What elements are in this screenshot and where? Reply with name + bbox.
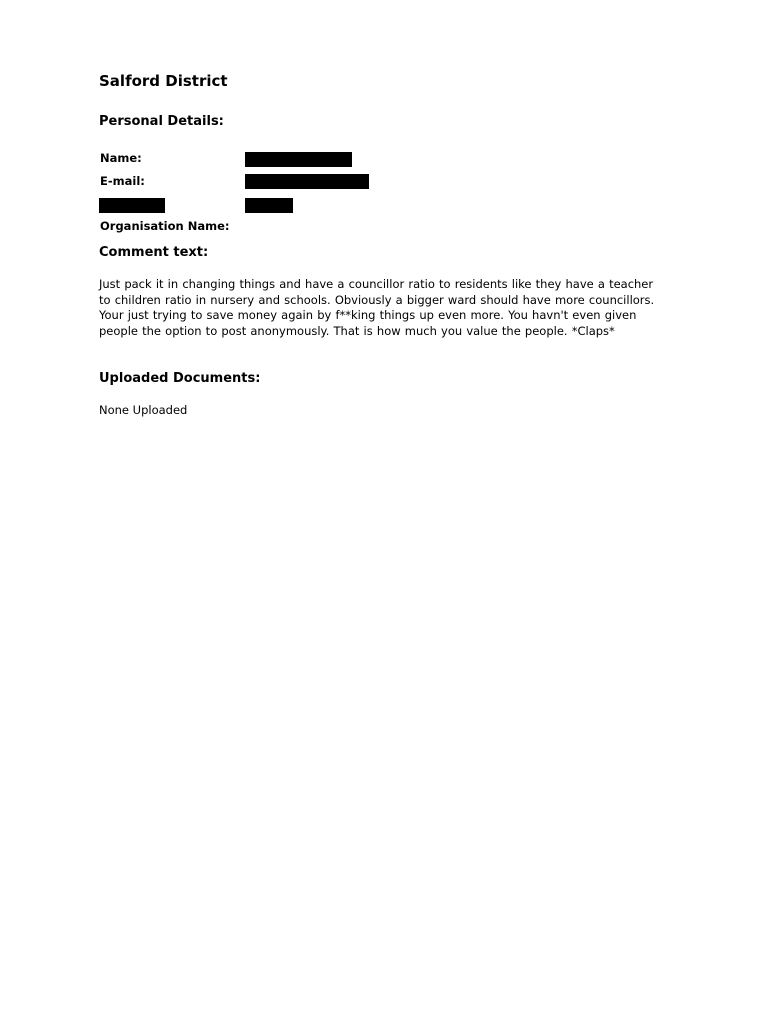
email-redaction xyxy=(245,174,369,189)
comment-text-body: Just pack it in changing things and have a councillor ratio to residents like they have a teacher to children ratio in nursery and schools. Obviously a bigger ward should have more councillors. Your just trying to save money again by f**king things up even more. You havn't even given people the option to post anonymously. That is how much you value the people. *Claps* xyxy=(99,277,655,338)
comment-text-heading: Comment text: xyxy=(99,245,209,260)
redacted-value-block xyxy=(245,198,293,213)
uploaded-documents-heading: Uploaded Documents: xyxy=(99,371,261,386)
organisation-name-label: Organisation Name: xyxy=(100,219,230,233)
document-title: Salford District xyxy=(99,72,228,90)
name-label: Name: xyxy=(100,151,142,165)
name-redaction xyxy=(245,152,352,167)
redacted-label-block xyxy=(99,198,165,213)
email-label: E-mail: xyxy=(100,174,145,188)
uploaded-documents-value: None Uploaded xyxy=(99,403,188,417)
personal-details-heading: Personal Details: xyxy=(99,114,224,129)
